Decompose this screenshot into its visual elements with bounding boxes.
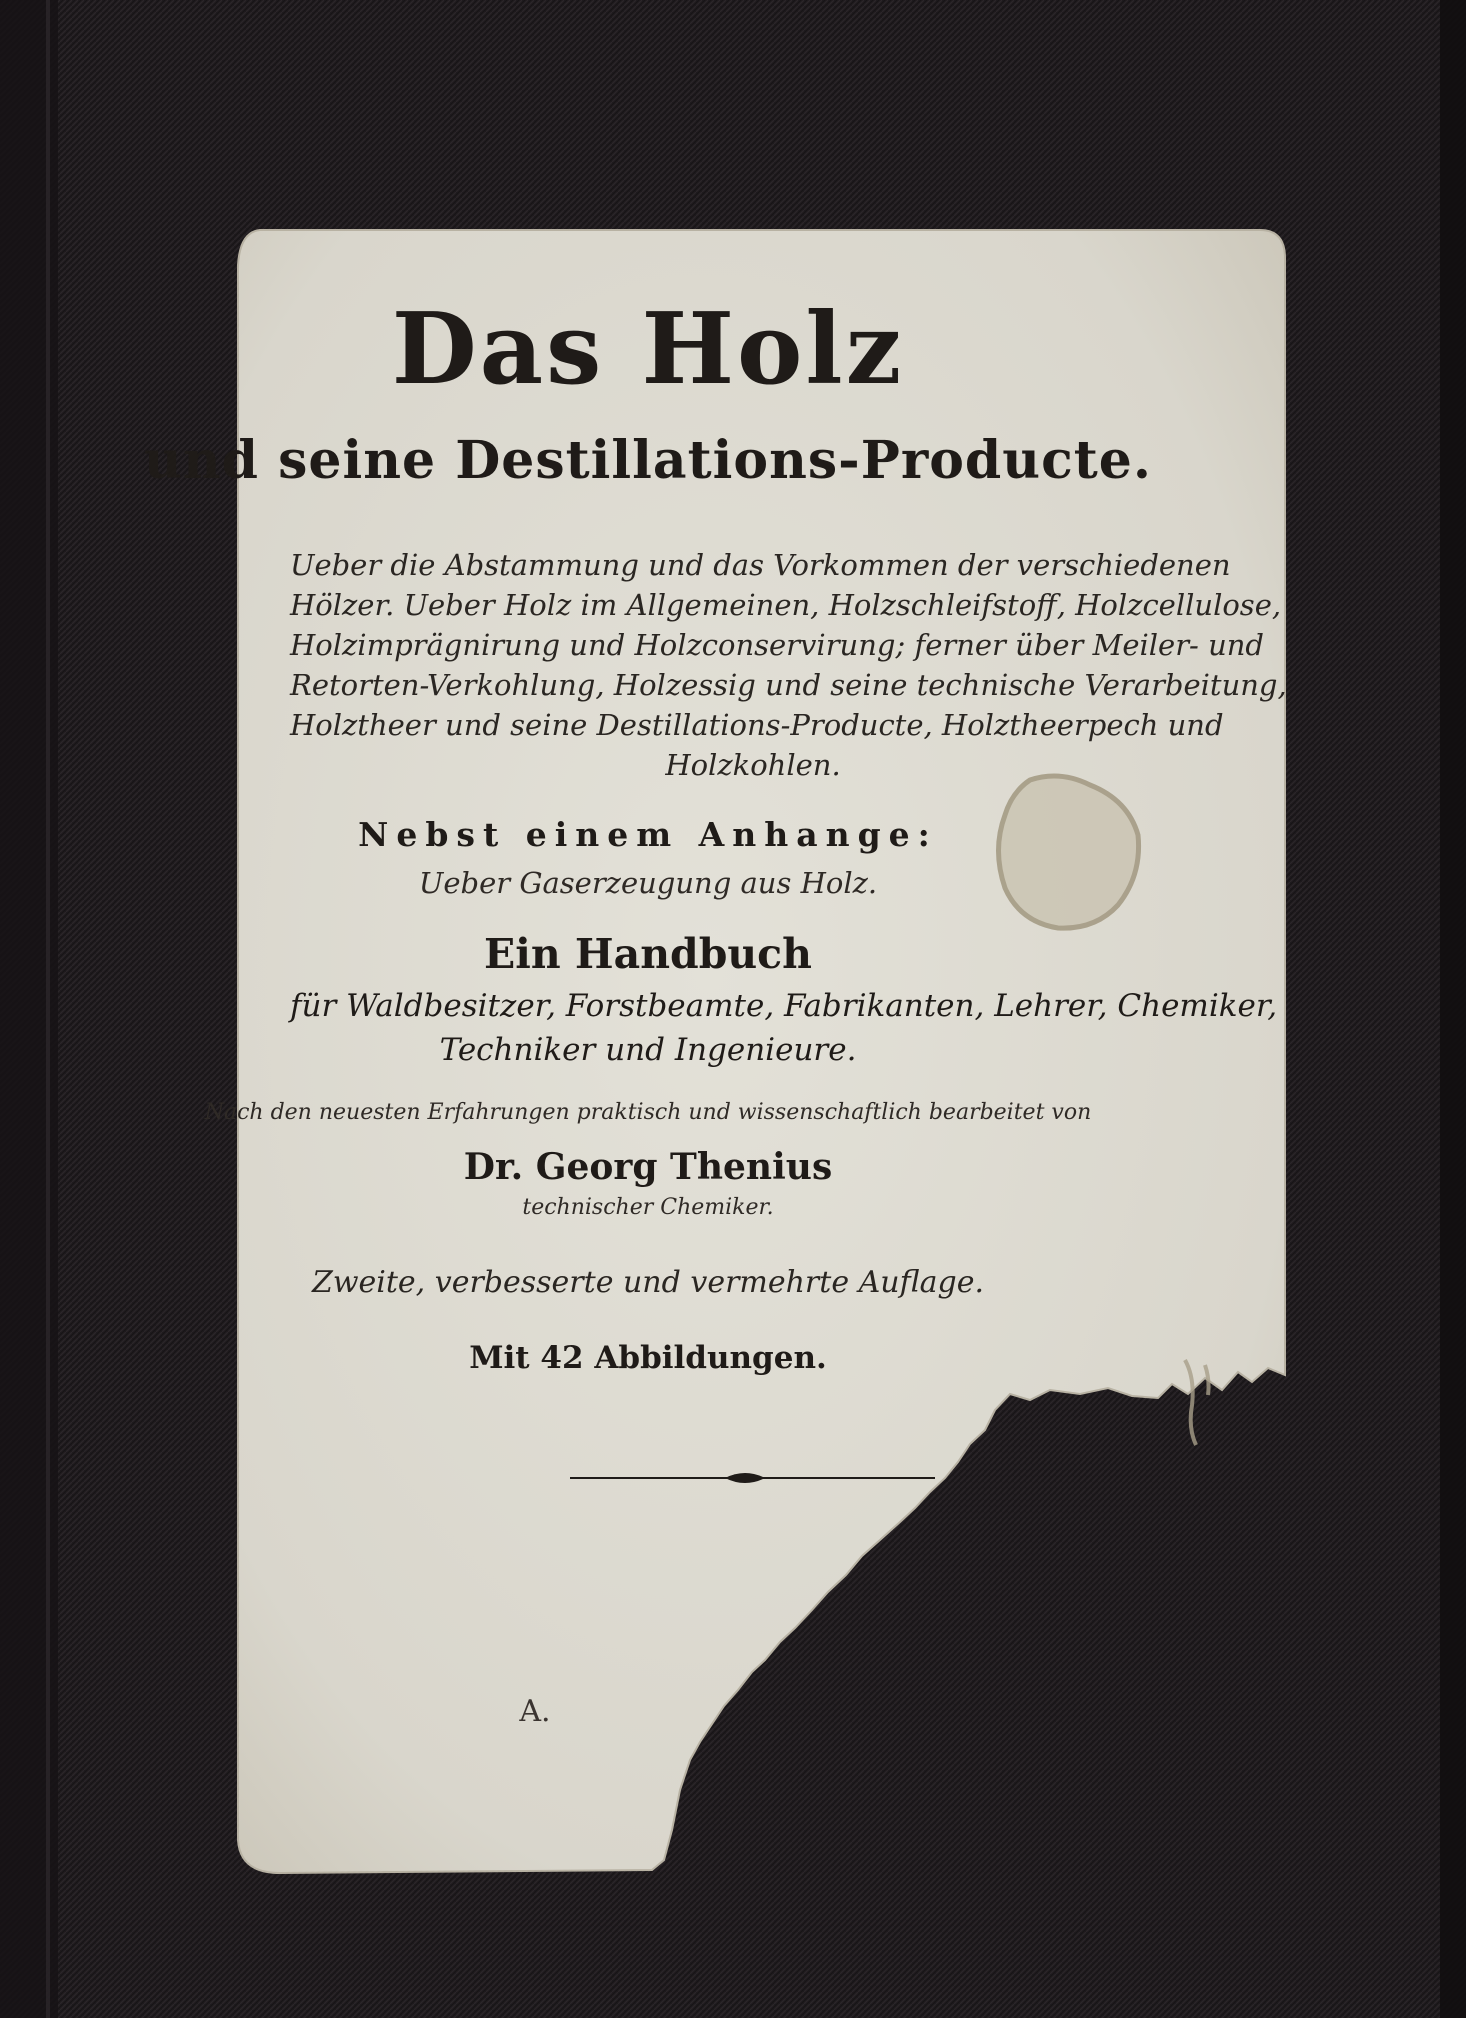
edition-note: Zweite, verbesserte und vermehrte Auflage. (312, 1265, 984, 1300)
description-line: Holztheer und seine Destillations-Producte, Holztheerpech und (290, 708, 1224, 742)
description-line: Holzimprägnirung und Holzconservirung; ferner über Meiler- und (290, 628, 1264, 662)
description-line: Ueber die Abstammung und das Vorkommen der verschiedenen (290, 548, 1231, 582)
description-line: Retorten-Verkohlung, Holzessig und seine technische Verarbeitung, (290, 668, 1287, 702)
byline: Nach den neuesten Erfahrungen praktisch und wissenschaftlich bearbeitet von (204, 1100, 1092, 1125)
description-line: Holzkohlen. (665, 748, 841, 782)
signature-mark: A. (519, 1694, 551, 1729)
appendix-text: Ueber Gaserzeugung aus Holz. (418, 866, 878, 900)
audience-line: für Waldbesitzer, Forstbeamte, Fabrikanten, Lehrer, Chemiker, (290, 988, 1278, 1024)
handbook-label: Ein Handbuch (484, 930, 812, 978)
audience-line: Techniker und Ingenieure. (439, 1032, 857, 1068)
description-line: Hölzer. Ueber Holz im Allgemeinen, Holzschleifstoff, Holzcellulose, (290, 588, 1282, 622)
book-subtitle: und seine Destillations-Producte. (144, 430, 1152, 491)
appendix-heading: Nebst einem Anhange: (358, 815, 938, 854)
right-edge-shadow (1440, 0, 1466, 2018)
book-title: Das Holz (391, 292, 905, 407)
figures-note: Mit 42 Abbildungen. (469, 1340, 827, 1376)
author-role: technischer Chemiker. (522, 1195, 774, 1220)
author-name: Dr. Georg Thenius (463, 1146, 833, 1188)
